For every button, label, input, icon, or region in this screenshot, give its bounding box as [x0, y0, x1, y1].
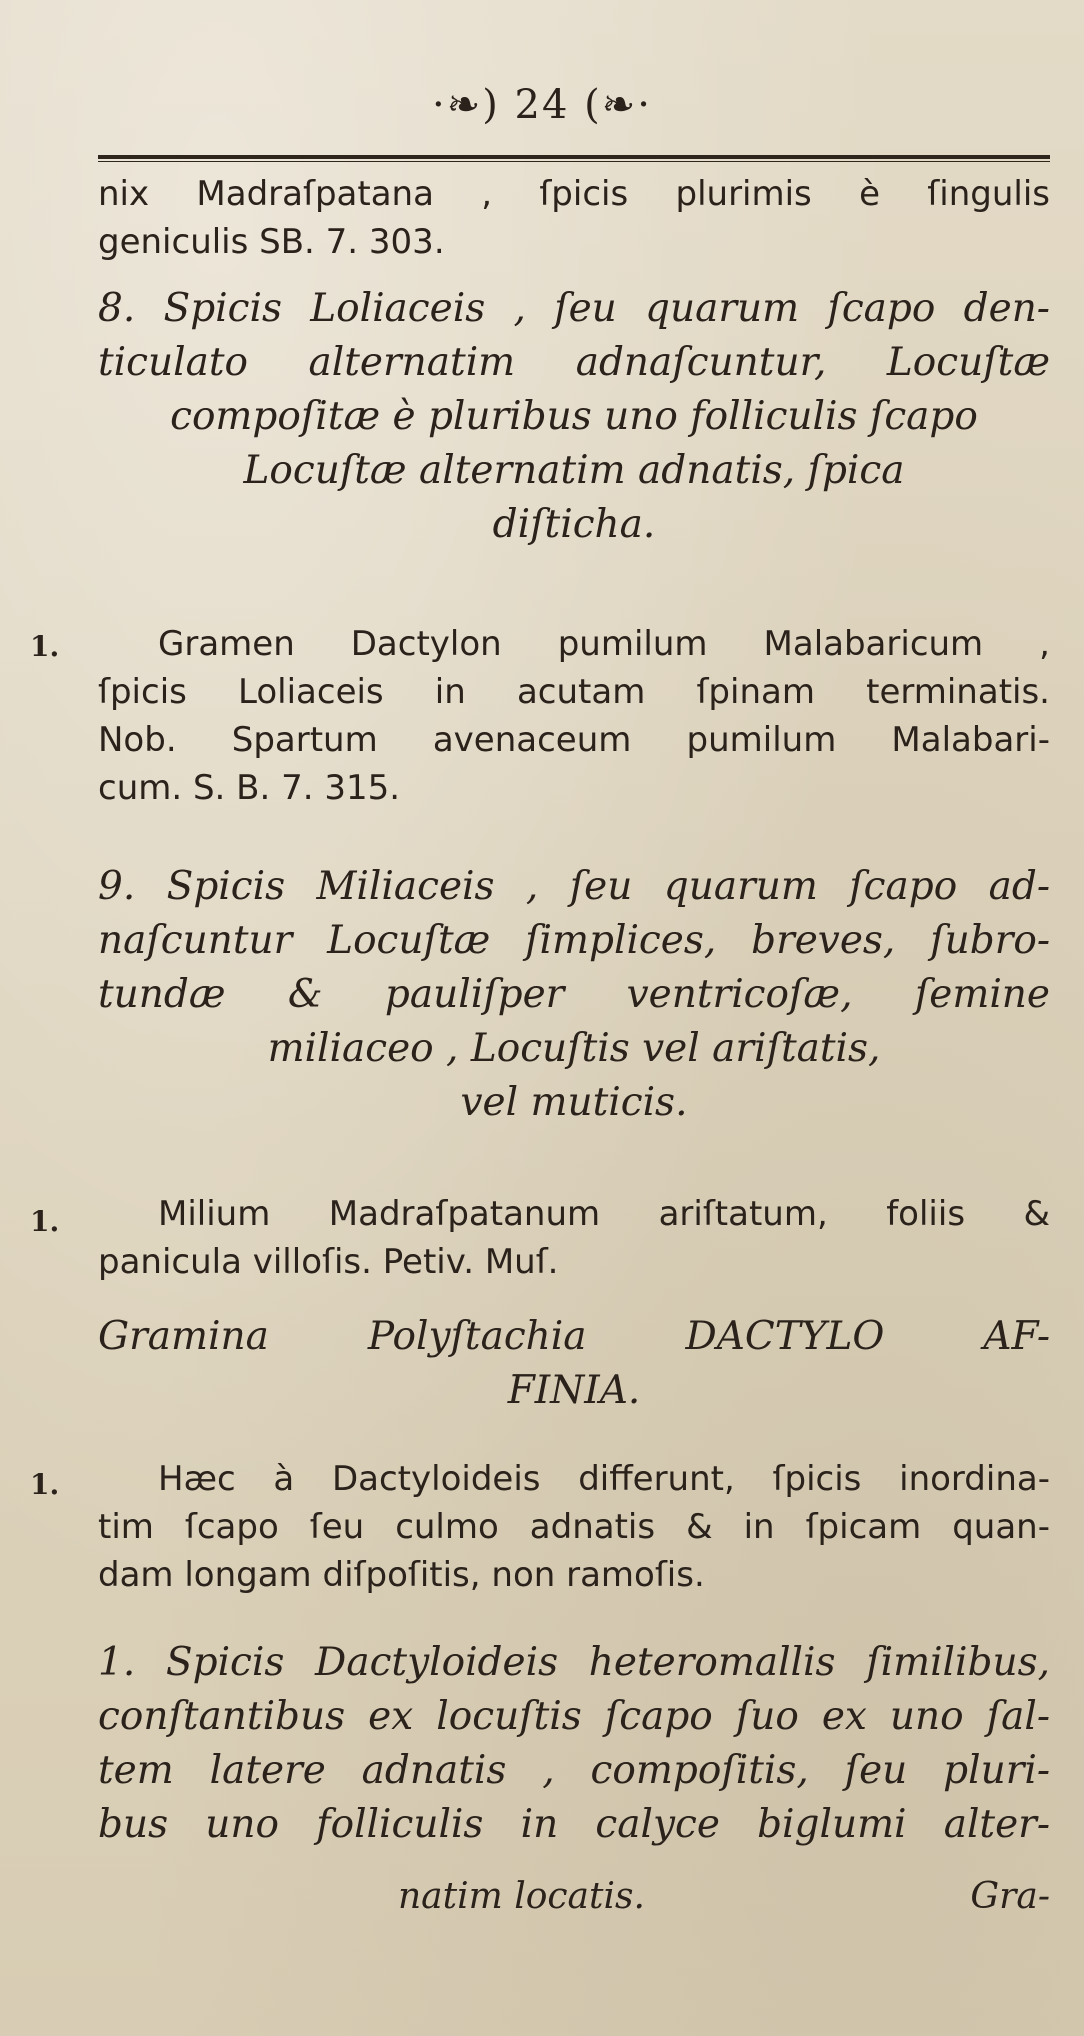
- last-line-fragment: natim locatis.: [398, 1876, 645, 1917]
- section-heading-9: [98, 860, 1050, 1130]
- header-rule: [98, 155, 1050, 162]
- text-line: conſtantibus ex locuſtis ſcapo ſuo ex uno ſal-: [98, 1694, 1050, 1739]
- text-line: Nob. Spartum avenaceum pumilum Malabari-: [98, 720, 1050, 760]
- text-line: cum. S. B. 7. 315.: [98, 768, 401, 808]
- text-line: dam longam diſpoſitis, non ramoſis.: [98, 1555, 705, 1595]
- text-line: FINIA.: [507, 1368, 641, 1413]
- description-entry: [98, 1455, 1050, 1599]
- text-line: ticulato alternatim adnaſcuntur, Locuſtæ: [98, 340, 1050, 385]
- text-line: Milium Madraſpatanum ariſtatum, foliis &: [158, 1194, 1050, 1234]
- text-line: vel muticis.: [460, 1080, 688, 1125]
- text-line: naſcuntur Locuſtæ ſimplices, breves, ſubro-: [98, 918, 1050, 963]
- species-entry: [98, 1190, 1050, 1286]
- text-line: miliaceo , Locuſtis vel ariſtatis,: [267, 1026, 881, 1071]
- text-line: tim ſcapo ſeu culmo adnatis & in ſpicam quan-: [98, 1507, 1050, 1547]
- catchword: Gra-: [970, 1876, 1050, 1917]
- text-line: geniculis SB. 7. 303.: [98, 222, 445, 262]
- text-line: Locuſtæ alternatim adnatis, ſpica: [243, 448, 905, 493]
- text-line: Gramina Polyſtachia DACTYLO AF-: [98, 1314, 1050, 1359]
- species-entry: [98, 620, 1050, 812]
- text-line: tem latere adnatis , compoſitis, ſeu pluri-: [98, 1748, 1050, 1793]
- text-line: panicula villoſis. Petiv. Muſ.: [98, 1242, 559, 1282]
- paragraph-continuation: [98, 170, 1050, 266]
- text-line: bus uno folliculis in calyce biglumi alter-: [98, 1802, 1050, 1847]
- section-heading-8: [98, 282, 1050, 552]
- entry-marker: 1.: [30, 1205, 60, 1238]
- text-line: nix Madraſpatana , ſpicis plurimis è ſingulis: [98, 174, 1050, 214]
- section-heading-1: [98, 1636, 1050, 1852]
- page-header: ·❧) 24 (❧·: [432, 82, 652, 128]
- text-line: tundæ & pauliſper ventricoſæ, ſemine: [98, 972, 1050, 1017]
- text-line: Gramen Dactylon pumilum Malabaricum ,: [158, 624, 1050, 664]
- text-line: 1. Spicis Dactyloideis heteromallis ſimilibus,: [98, 1640, 1050, 1685]
- text-line: ſpicis Loliaceis in acutam ſpinam terminatis.: [98, 672, 1050, 712]
- entry-marker: 1.: [30, 1468, 60, 1501]
- entry-marker: 1.: [30, 630, 60, 663]
- section-heading-gramina: [98, 1310, 1050, 1418]
- text-line: 8. Spicis Loliaceis , ſeu quarum ſcapo den-: [98, 286, 1050, 331]
- text-line: compoſitæ è pluribus uno folliculis ſcapo: [170, 394, 978, 439]
- text-line: Hæc à Dactyloideis differunt, ſpicis inordina-: [158, 1459, 1050, 1499]
- text-line: 9. Spicis Miliaceis , ſeu quarum ſcapo ad-: [98, 864, 1050, 909]
- text-line: diſticha.: [492, 502, 656, 547]
